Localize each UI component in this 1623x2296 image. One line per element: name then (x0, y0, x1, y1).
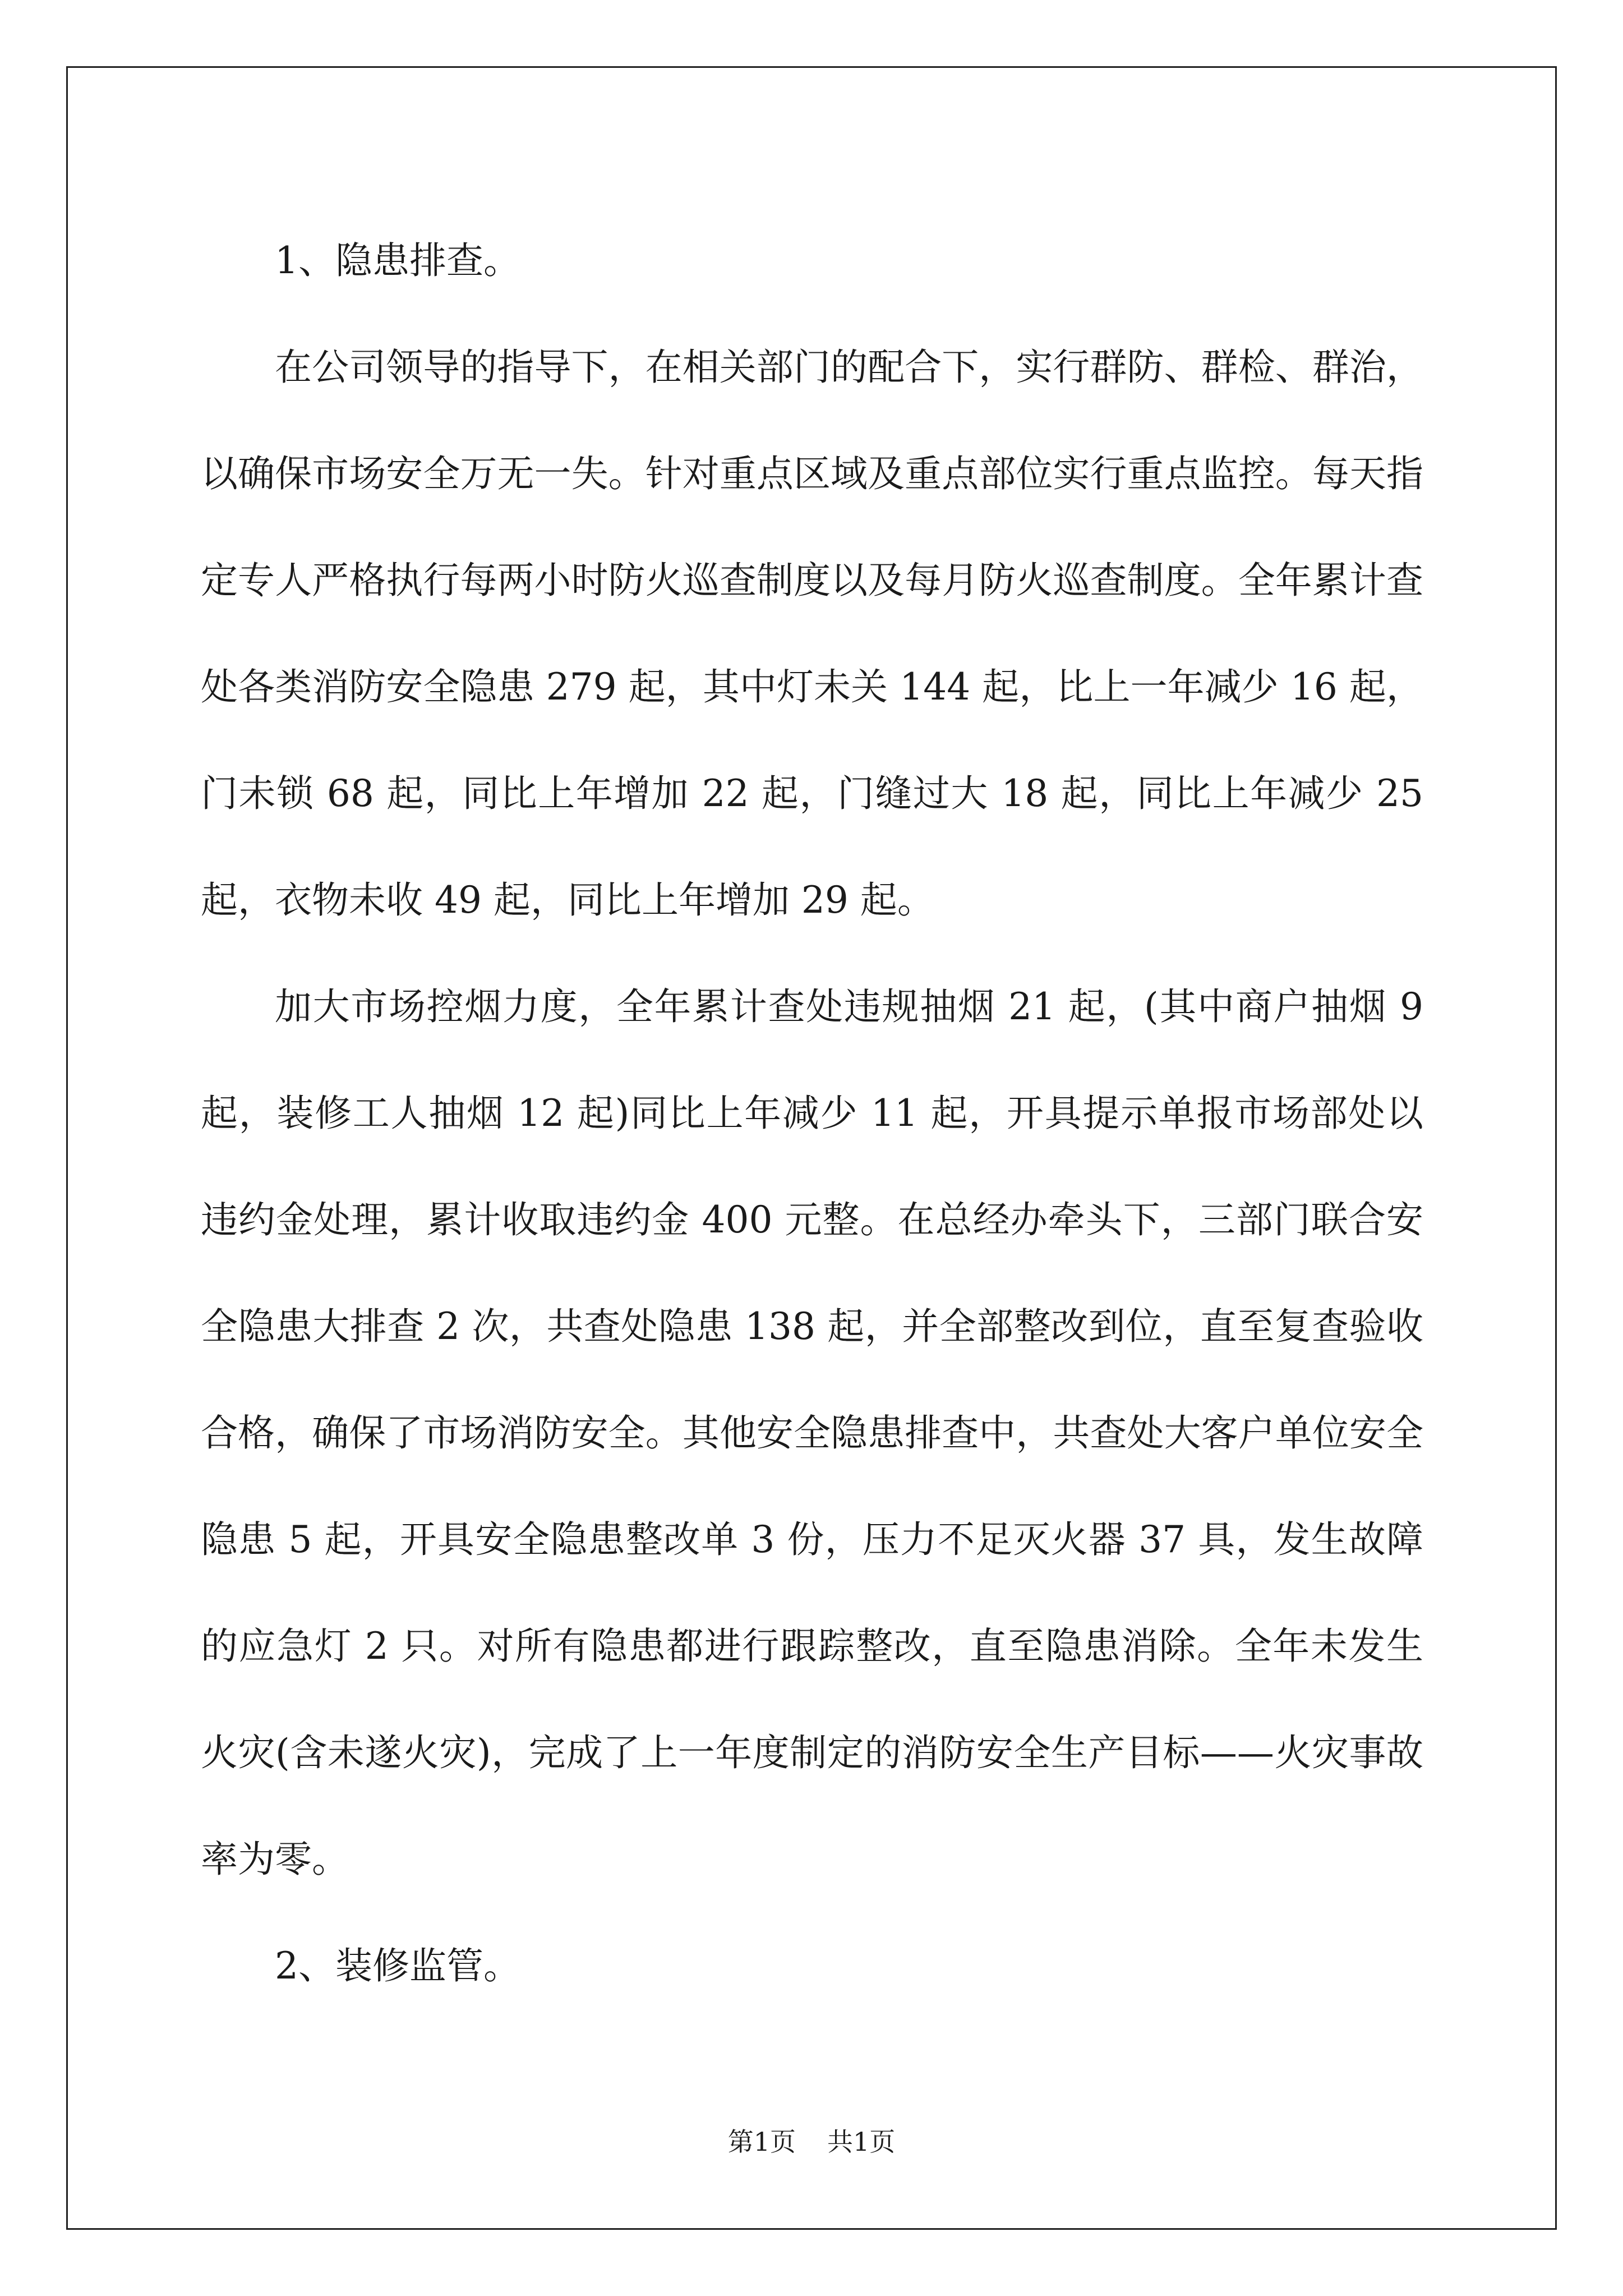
section-heading-renovation-supervision: 2、装修监管。 (275, 1944, 520, 1987)
paragraph-inspection-summary: 在公司领导的指导下，在相关部门的配合下，实行群防、群检、群治，以确保市场安全万无一失。针对重点区域及重点部位实行重点监控。每天指定专人严格执行每两小时防火巡查制度以及每月防火巡查制度。全年累计查处各类消防安全隐患 279 起，其中灯未关 144 起，比上一年减少 16 起，门未锁 68 起，同比上年增加 22 起，门缝过大 18 起，同比上年减少 25 起，衣物未收 49 起，同比上年增加 29 起。 (201, 346, 1423, 922)
paragraph-smoking-control: 加大市场控烟力度，全年累计查处违规抽烟 21 起，(其中商户抽烟 9 起，装修工人抽烟 12 起)同比上年减少 11 起，开具提示单报市场部处以违约金处理，累计收取违约金 400 元整。在总经办牵头下，三部门联合安全隐患大排查 2 次，共查处隐患 138 起，并全部整改到位，直至复查验收合格，确保了市场消防安全。其他安全隐患排查中，共查处大客户单位安全隐患 5 起，开具安全隐患整改单 3 份，压力不足灭火器 37 具，发生故障的应急灯 2 只。对所有隐患都进行跟踪整改，直至隐患消除。全年未发生火灾(含未遂火灾)，完成了上一年度制定的消防安全生产目标——火灾事故率为零。 (201, 985, 1423, 1881)
page-total: 共1页 (827, 2127, 896, 2157)
page-footer (0, 2125, 1623, 2159)
page-number: 第1页 (727, 2127, 796, 2157)
document-body (201, 208, 1423, 2019)
section-heading-hazard-inspection: 1、隐患排查。 (275, 239, 520, 282)
